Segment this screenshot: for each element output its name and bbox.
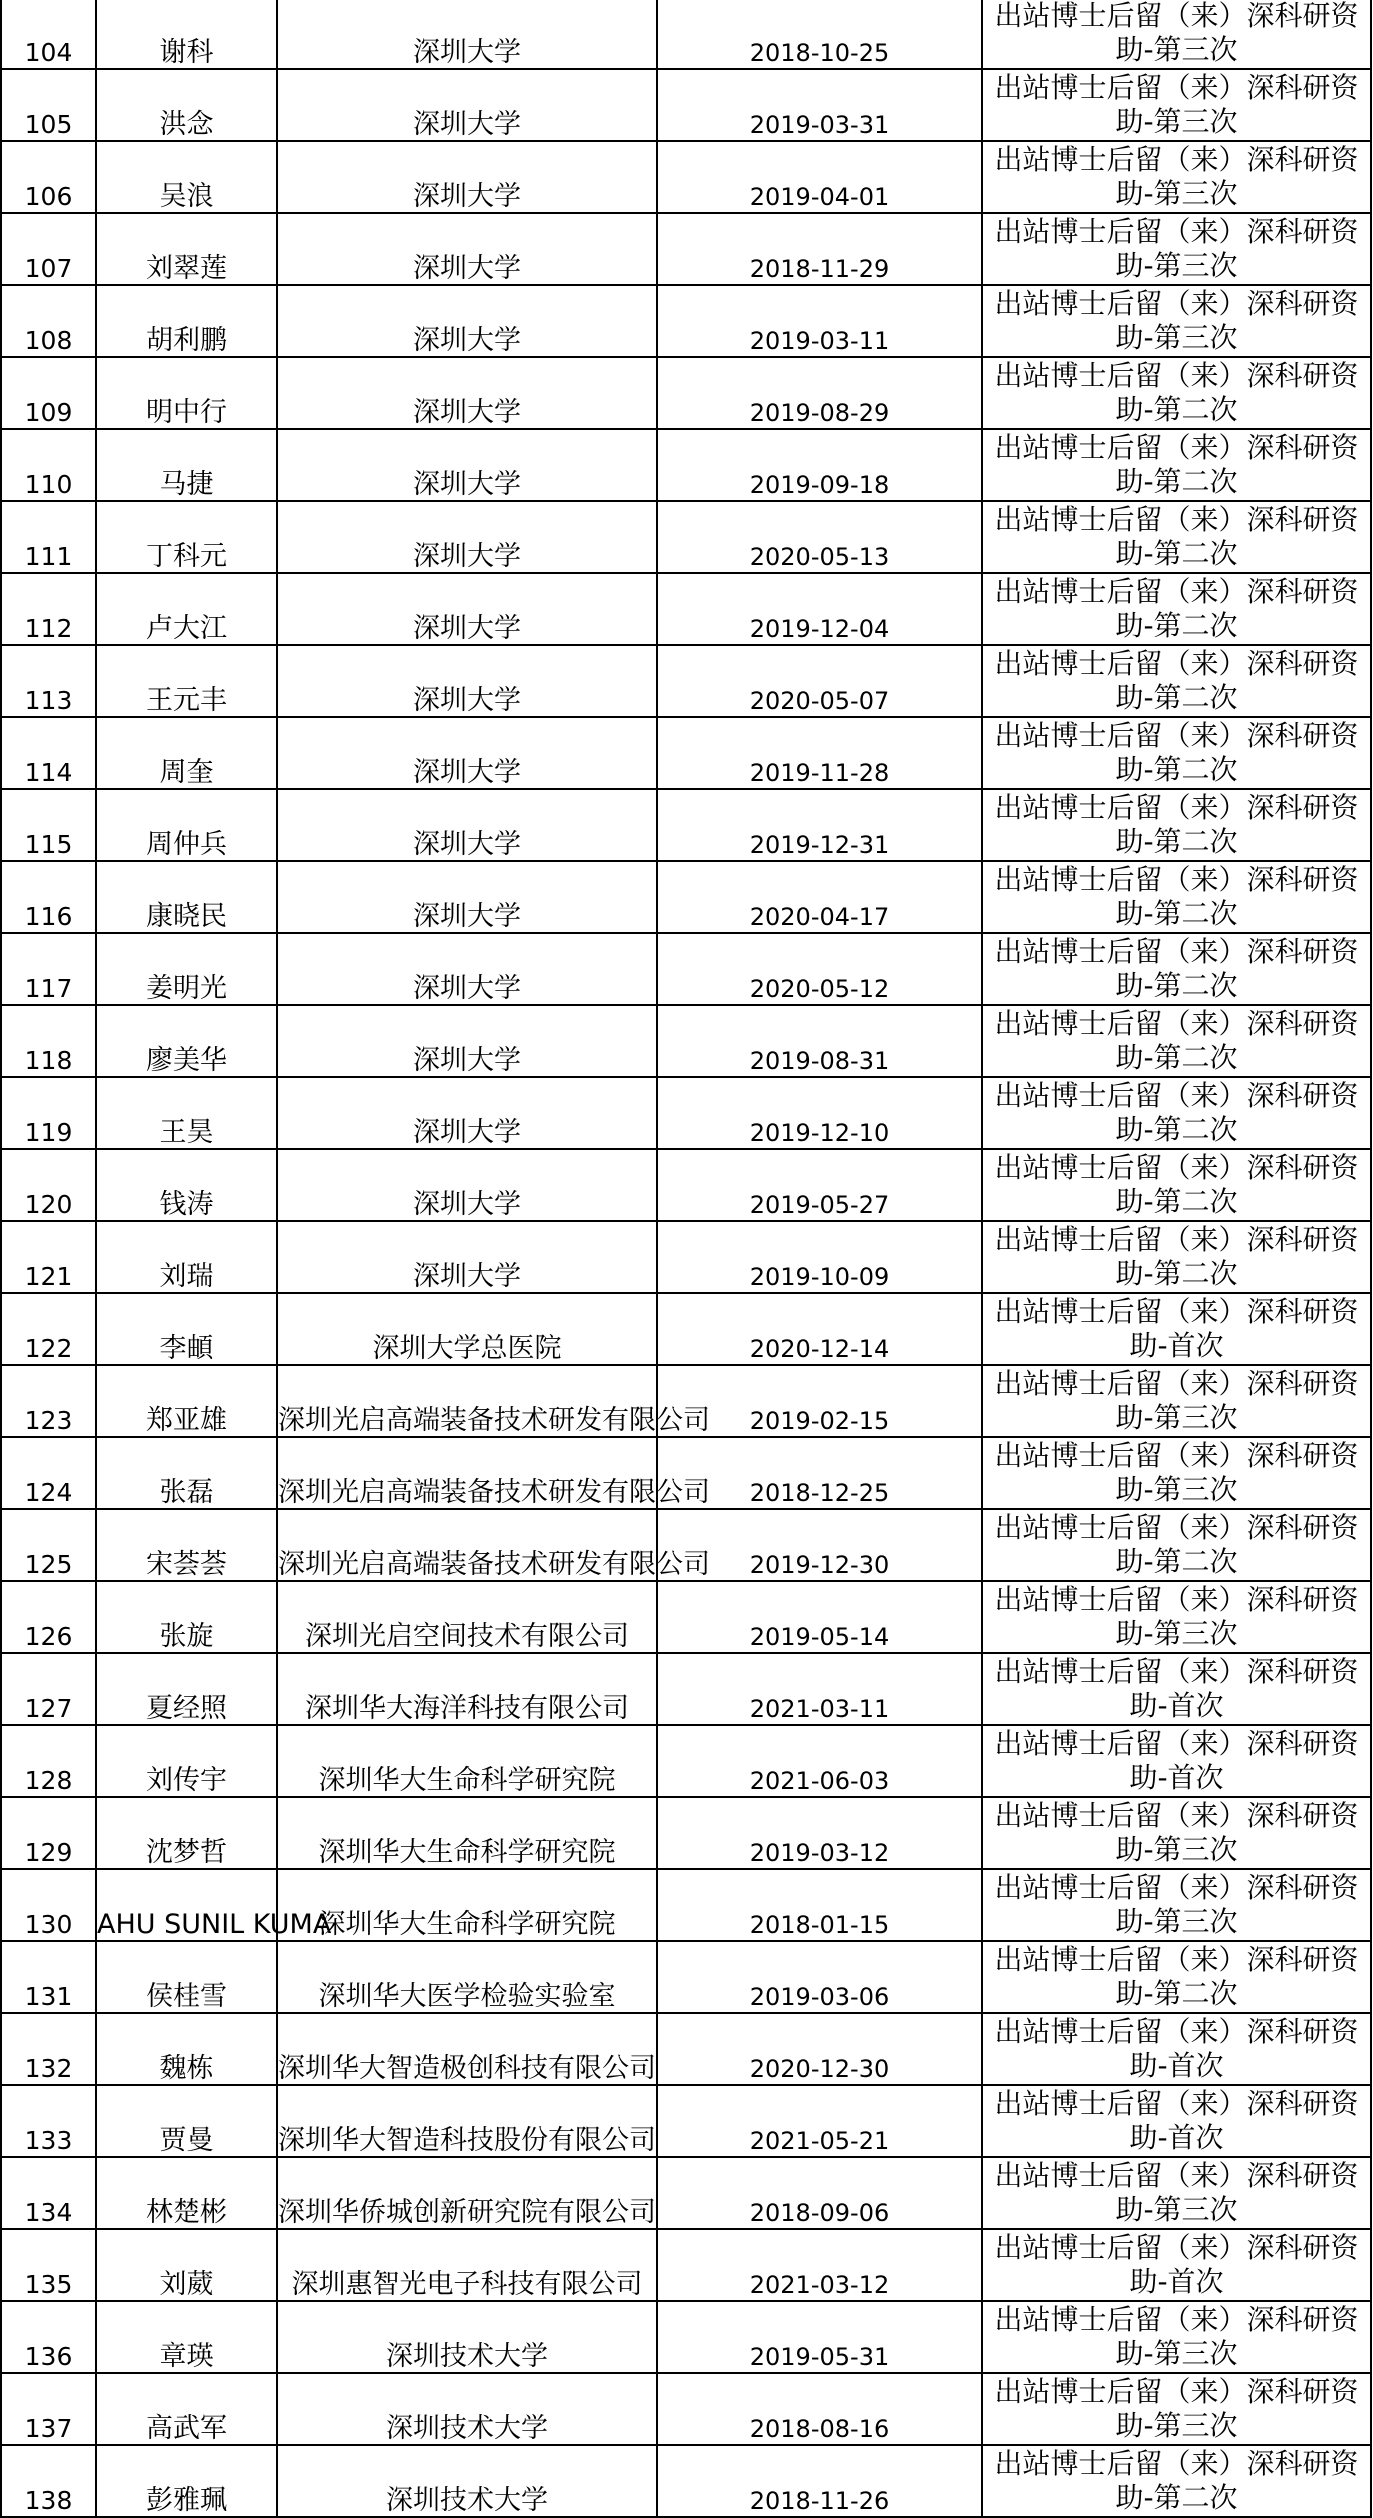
- date-cell: 2020-04-17: [657, 861, 982, 933]
- subsidy-type-line-2: 助-第二次: [1115, 465, 1238, 498]
- date-cell: 2019-04-01: [657, 141, 982, 213]
- organization-cell: 深圳技术大学: [277, 2373, 657, 2445]
- person-name-cell: 周奎: [96, 717, 277, 789]
- subsidy-type-line-2: 助-第三次: [1115, 1905, 1238, 1938]
- date-cell: 2019-08-29: [657, 357, 982, 429]
- subsidy-type-line-1: 出站博士后留（来）深科研资: [994, 1151, 1359, 1184]
- organization-cell: 深圳华大海洋科技有限公司: [277, 1653, 657, 1725]
- table-row: [1, 1869, 1371, 1941]
- subsidy-type-line-1: 出站博士后留（来）深科研资: [994, 1007, 1359, 1040]
- organization-cell: 深圳大学: [277, 1077, 657, 1149]
- row-number-cell: 105: [1, 69, 96, 141]
- table-row: [1, 1077, 1371, 1149]
- subsidy-type-cell: [982, 1221, 1371, 1293]
- table-row: [1, 2373, 1371, 2445]
- date-cell: 2019-10-09: [657, 1221, 982, 1293]
- date-cell: 2019-03-31: [657, 69, 982, 141]
- row-number-cell: 137: [1, 2373, 96, 2445]
- date-cell: 2018-09-06: [657, 2157, 982, 2229]
- date-cell: 2019-11-28: [657, 717, 982, 789]
- subsidy-type-line-1: 出站博士后留（来）深科研资: [994, 791, 1359, 824]
- subsidy-type-cell: [982, 573, 1371, 645]
- subsidy-type-line-1: 出站博士后留（来）深科研资: [994, 1511, 1359, 1544]
- person-name-cell: 王元丰: [96, 645, 277, 717]
- subsidy-type-line-1: 出站博士后留（来）深科研资: [994, 215, 1359, 248]
- subsidy-type-cell: [982, 1293, 1371, 1365]
- subsidy-type-line-2: 助-第三次: [1115, 33, 1238, 66]
- subsidy-type-line-2: 助-第二次: [1115, 825, 1238, 858]
- person-name-cell: 贾曼: [96, 2085, 277, 2157]
- organization-cell: 深圳大学: [277, 357, 657, 429]
- organization-cell: 深圳大学: [277, 285, 657, 357]
- date-cell: 2018-08-16: [657, 2373, 982, 2445]
- person-name-cell: 李頔: [96, 1293, 277, 1365]
- subsidy-type-cell: [982, 717, 1371, 789]
- subsidy-type-cell: [982, 429, 1371, 501]
- subsidy-type-line-2: 助-第三次: [1115, 1401, 1238, 1434]
- person-name-cell: 马捷: [96, 429, 277, 501]
- row-number-cell: 131: [1, 1941, 96, 2013]
- person-name-cell: 丁科元: [96, 501, 277, 573]
- organization-cell: 深圳大学: [277, 213, 657, 285]
- table-row: [1, 789, 1371, 861]
- date-cell: 2019-05-31: [657, 2301, 982, 2373]
- organization-cell: 深圳华大医学检验实验室: [277, 1941, 657, 2013]
- table-row: [1, 1509, 1371, 1581]
- person-name-cell: AHU SUNIL KUMA: [96, 1869, 277, 1941]
- subsidy-type-line-2: 助-第三次: [1115, 177, 1238, 210]
- table-row: [1, 1725, 1371, 1797]
- person-name-cell: 胡利鹏: [96, 285, 277, 357]
- organization-cell: 深圳大学: [277, 69, 657, 141]
- date-cell: 2020-05-12: [657, 933, 982, 1005]
- row-number-cell: 136: [1, 2301, 96, 2373]
- date-cell: 2020-05-13: [657, 501, 982, 573]
- person-name-cell: 刘瑞: [96, 1221, 277, 1293]
- table-row: [1, 213, 1371, 285]
- subsidy-type-cell: [982, 861, 1371, 933]
- table-row: [1, 1221, 1371, 1293]
- subsidy-type-line-1: 出站博士后留（来）深科研资: [994, 431, 1359, 464]
- table-row: [1, 861, 1371, 933]
- row-number-cell: 124: [1, 1437, 96, 1509]
- subsidy-type-line-2: 助-第二次: [1115, 393, 1238, 426]
- subsidy-type-line-2: 助-首次: [1129, 2121, 1224, 2154]
- row-number-cell: 128: [1, 1725, 96, 1797]
- row-number-cell: 111: [1, 501, 96, 573]
- subsidy-type-line-2: 助-第二次: [1115, 753, 1238, 786]
- organization-cell: 深圳惠智光电子科技有限公司: [277, 2229, 657, 2301]
- table-row: [1, 1437, 1371, 1509]
- table-row: [1, 357, 1371, 429]
- person-name-cell: 侯桂雪: [96, 1941, 277, 2013]
- subsidy-type-cell: [982, 933, 1371, 1005]
- date-cell: 2018-11-29: [657, 213, 982, 285]
- subsidy-type-line-1: 出站博士后留（来）深科研资: [994, 863, 1359, 896]
- table-row: [1, 429, 1371, 501]
- row-number-cell: 132: [1, 2013, 96, 2085]
- organization-cell: 深圳技术大学: [277, 2301, 657, 2373]
- row-number-cell: 138: [1, 2445, 96, 2517]
- organization-cell: 深圳大学: [277, 789, 657, 861]
- subsidy-type-line-1: 出站博士后留（来）深科研资: [994, 1367, 1359, 1400]
- row-number-cell: 121: [1, 1221, 96, 1293]
- person-name-cell: 钱涛: [96, 1149, 277, 1221]
- person-name-cell: 卢大江: [96, 573, 277, 645]
- subsidy-type-cell: [982, 1149, 1371, 1221]
- person-name-cell: 吴浪: [96, 141, 277, 213]
- person-name-cell: 夏经照: [96, 1653, 277, 1725]
- date-cell: 2021-05-21: [657, 2085, 982, 2157]
- table-row: [1, 2445, 1371, 2517]
- subsidy-type-line-2: 助-第二次: [1115, 1113, 1238, 1146]
- date-cell: 2018-11-26: [657, 2445, 982, 2517]
- subsidy-type-line-2: 助-第二次: [1115, 1977, 1238, 2010]
- organization-cell: 深圳华大生命科学研究院: [277, 1869, 657, 1941]
- subsidy-type-line-2: 助-第二次: [1115, 1545, 1238, 1578]
- person-name-cell: 张旋: [96, 1581, 277, 1653]
- subsidy-type-cell: [982, 1509, 1371, 1581]
- organization-cell: 深圳大学: [277, 933, 657, 1005]
- date-cell: 2019-05-14: [657, 1581, 982, 1653]
- organization-cell: 深圳大学: [277, 0, 657, 69]
- person-name-cell: 郑亚雄: [96, 1365, 277, 1437]
- organization-cell: 深圳光启高端装备技术研发有限公司: [277, 1509, 657, 1581]
- subsidy-type-line-2: 助-第三次: [1115, 1617, 1238, 1650]
- row-number-cell: 115: [1, 789, 96, 861]
- row-number-cell: 134: [1, 2157, 96, 2229]
- row-number-cell: 123: [1, 1365, 96, 1437]
- subsidy-type-line-2: 助-第三次: [1115, 1833, 1238, 1866]
- subsidy-type-line-1: 出站博士后留（来）深科研资: [994, 575, 1359, 608]
- organization-cell: 深圳大学: [277, 861, 657, 933]
- subsidy-type-line-1: 出站博士后留（来）深科研资: [994, 1583, 1359, 1616]
- subsidy-type-line-1: 出站博士后留（来）深科研资: [994, 719, 1359, 752]
- subsidy-type-line-2: 助-首次: [1129, 2049, 1224, 2082]
- subsidy-type-cell: [982, 2085, 1371, 2157]
- organization-cell: 深圳华大生命科学研究院: [277, 1725, 657, 1797]
- row-number-cell: 107: [1, 213, 96, 285]
- table-row: [1, 285, 1371, 357]
- row-number-cell: 104: [1, 0, 96, 69]
- date-cell: 2019-03-11: [657, 285, 982, 357]
- date-cell: 2019-05-27: [657, 1149, 982, 1221]
- person-name-cell: 林楚彬: [96, 2157, 277, 2229]
- subsidy-type-line-2: 助-第三次: [1115, 1473, 1238, 1506]
- subsidy-type-line-2: 助-第三次: [1115, 2337, 1238, 2370]
- date-cell: 2019-12-30: [657, 1509, 982, 1581]
- subsidy-type-cell: [982, 1797, 1371, 1869]
- date-cell: 2021-03-11: [657, 1653, 982, 1725]
- table-row: [1, 645, 1371, 717]
- subsidy-type-cell: [982, 357, 1371, 429]
- person-name-cell: 刘传宇: [96, 1725, 277, 1797]
- subsidy-type-line-1: 出站博士后留（来）深科研资: [994, 2087, 1359, 2120]
- subsidy-type-line-2: 助-首次: [1129, 1761, 1224, 1794]
- organization-cell: 深圳大学: [277, 501, 657, 573]
- organization-cell: 深圳华侨城创新研究院有限公司: [277, 2157, 657, 2229]
- subsidy-type-cell: [982, 2301, 1371, 2373]
- row-number-cell: 106: [1, 141, 96, 213]
- person-name-cell: 彭雅珮: [96, 2445, 277, 2517]
- date-cell: 2020-12-14: [657, 1293, 982, 1365]
- subsidy-type-cell: [982, 1005, 1371, 1077]
- subsidy-type-line-2: 助-第二次: [1115, 2481, 1238, 2514]
- subsidy-type-line-1: 出站博士后留（来）深科研资: [994, 2303, 1359, 2336]
- table-row: [1, 2157, 1371, 2229]
- date-cell: 2019-03-12: [657, 1797, 982, 1869]
- subsidy-type-cell: [982, 1365, 1371, 1437]
- subsidy-type-cell: [982, 69, 1371, 141]
- table-row: [1, 1653, 1371, 1725]
- person-name-cell: 高武军: [96, 2373, 277, 2445]
- table-row: [1, 1005, 1371, 1077]
- person-name-cell: 廖美华: [96, 1005, 277, 1077]
- organization-cell: 深圳大学: [277, 717, 657, 789]
- table-row: [1, 2301, 1371, 2373]
- row-number-cell: 126: [1, 1581, 96, 1653]
- row-number-cell: 118: [1, 1005, 96, 1077]
- subsidy-type-line-1: 出站博士后留（来）深科研资: [994, 1223, 1359, 1256]
- table-row: [1, 573, 1371, 645]
- subsidy-type-line-2: 助-第二次: [1115, 681, 1238, 714]
- subsidy-type-line-2: 助-首次: [1129, 1689, 1224, 1722]
- subsidy-type-line-1: 出站博士后留（来）深科研资: [994, 1079, 1359, 1112]
- row-number-cell: 108: [1, 285, 96, 357]
- subsidy-type-cell: [982, 0, 1371, 69]
- subsidy-type-cell: [982, 2373, 1371, 2445]
- subsidy-type-cell: [982, 1653, 1371, 1725]
- organization-cell: 深圳光启空间技术有限公司: [277, 1581, 657, 1653]
- date-cell: 2018-10-25: [657, 0, 982, 69]
- subsidy-type-line-1: 出站博士后留（来）深科研资: [994, 2015, 1359, 2048]
- subsidy-type-line-2: 助-第三次: [1115, 321, 1238, 354]
- organization-cell: 深圳大学: [277, 1005, 657, 1077]
- row-number-cell: 116: [1, 861, 96, 933]
- subsidy-type-line-1: 出站博士后留（来）深科研资: [994, 359, 1359, 392]
- table-row: [1, 933, 1371, 1005]
- subsidy-type-line-1: 出站博士后留（来）深科研资: [994, 71, 1359, 104]
- subsidy-type-cell: [982, 645, 1371, 717]
- subsidy-type-line-1: 出站博士后留（来）深科研资: [994, 647, 1359, 680]
- subsidy-type-line-1: 出站博士后留（来）深科研资: [994, 143, 1359, 176]
- row-number-cell: 114: [1, 717, 96, 789]
- date-cell: 2020-05-07: [657, 645, 982, 717]
- person-name-cell: 宋荟荟: [96, 1509, 277, 1581]
- table-row: [1, 0, 1371, 69]
- organization-cell: 深圳华大生命科学研究院: [277, 1797, 657, 1869]
- subsidy-type-cell: [982, 1437, 1371, 1509]
- organization-cell: 深圳大学: [277, 141, 657, 213]
- subsidy-type-line-2: 助-第二次: [1115, 609, 1238, 642]
- subsidy-type-line-1: 出站博士后留（来）深科研资: [994, 503, 1359, 536]
- date-cell: 2020-12-30: [657, 2013, 982, 2085]
- subsidy-type-cell: [982, 141, 1371, 213]
- subsidy-type-line-2: 助-第三次: [1115, 105, 1238, 138]
- subsidy-type-line-2: 助-第三次: [1115, 2409, 1238, 2442]
- subsidy-type-line-1: 出站博士后留（来）深科研资: [994, 0, 1359, 32]
- person-name-cell: 章瑛: [96, 2301, 277, 2373]
- person-name-cell: 张磊: [96, 1437, 277, 1509]
- organization-cell: 深圳大学: [277, 1221, 657, 1293]
- row-number-cell: 109: [1, 357, 96, 429]
- date-cell: 2019-09-18: [657, 429, 982, 501]
- table-row: [1, 1149, 1371, 1221]
- subsidy-type-line-2: 助-第二次: [1115, 897, 1238, 930]
- table-row: [1, 717, 1371, 789]
- organization-cell: 深圳技术大学: [277, 2445, 657, 2517]
- organization-cell: 深圳大学: [277, 573, 657, 645]
- person-name-cell: 谢科: [96, 0, 277, 69]
- table-row: [1, 501, 1371, 573]
- table-row: [1, 1797, 1371, 1869]
- subsidy-type-cell: [982, 1941, 1371, 2013]
- subsidy-type-line-1: 出站博士后留（来）深科研资: [994, 2231, 1359, 2264]
- row-number-cell: 125: [1, 1509, 96, 1581]
- date-cell: 2019-03-06: [657, 1941, 982, 2013]
- person-name-cell: 姜明光: [96, 933, 277, 1005]
- date-cell: 2019-12-31: [657, 789, 982, 861]
- subsidy-type-line-2: 助-首次: [1129, 2265, 1224, 2298]
- subsidy-type-line-1: 出站博士后留（来）深科研资: [994, 1727, 1359, 1760]
- subsidy-type-line-1: 出站博士后留（来）深科研资: [994, 2375, 1359, 2408]
- person-name-cell: 刘葳: [96, 2229, 277, 2301]
- subsidy-type-cell: [982, 213, 1371, 285]
- row-number-cell: 110: [1, 429, 96, 501]
- subsidy-type-cell: [982, 2157, 1371, 2229]
- subsidy-type-cell: [982, 1581, 1371, 1653]
- table-row: [1, 141, 1371, 213]
- subsidy-type-line-2: 助-第二次: [1115, 537, 1238, 570]
- subsidy-type-line-2: 助-第三次: [1115, 249, 1238, 282]
- person-name-cell: 刘翠莲: [96, 213, 277, 285]
- subsidy-type-line-1: 出站博士后留（来）深科研资: [994, 1655, 1359, 1688]
- person-name-cell: 周仲兵: [96, 789, 277, 861]
- subsidy-type-line-1: 出站博士后留（来）深科研资: [994, 2447, 1359, 2480]
- organization-cell: 深圳大学总医院: [277, 1293, 657, 1365]
- row-number-cell: 112: [1, 573, 96, 645]
- row-number-cell: 129: [1, 1797, 96, 1869]
- date-cell: 2021-06-03: [657, 1725, 982, 1797]
- subsidy-type-line-2: 助-第三次: [1115, 2193, 1238, 2226]
- organization-cell: 深圳大学: [277, 1149, 657, 1221]
- date-cell: 2021-03-12: [657, 2229, 982, 2301]
- person-name-cell: 康晓民: [96, 861, 277, 933]
- table-row: [1, 1365, 1371, 1437]
- organization-cell: 深圳华大智造极创科技有限公司: [277, 2013, 657, 2085]
- table-row: [1, 1293, 1371, 1365]
- date-cell: 2019-12-10: [657, 1077, 982, 1149]
- table-row: [1, 1581, 1371, 1653]
- row-number-cell: 113: [1, 645, 96, 717]
- row-number-cell: 127: [1, 1653, 96, 1725]
- row-number-cell: 130: [1, 1869, 96, 1941]
- date-cell: 2019-12-04: [657, 573, 982, 645]
- subsidy-type-line-1: 出站博士后留（来）深科研资: [994, 935, 1359, 968]
- subsidy-type-cell: [982, 285, 1371, 357]
- organization-cell: 深圳光启高端装备技术研发有限公司: [277, 1365, 657, 1437]
- organization-cell: 深圳华大智造科技股份有限公司: [277, 2085, 657, 2157]
- organization-cell: 深圳大学: [277, 645, 657, 717]
- table-row: [1, 2229, 1371, 2301]
- subsidy-type-line-1: 出站博士后留（来）深科研资: [994, 1943, 1359, 1976]
- row-number-cell: 135: [1, 2229, 96, 2301]
- subsidy-type-cell: [982, 789, 1371, 861]
- organization-cell: 深圳大学: [277, 429, 657, 501]
- person-name-cell: 明中行: [96, 357, 277, 429]
- row-number-cell: 119: [1, 1077, 96, 1149]
- subsidy-type-cell: [982, 1077, 1371, 1149]
- person-name-cell: 沈梦哲: [96, 1797, 277, 1869]
- table-row: [1, 69, 1371, 141]
- subsidy-type-line-2: 助-第二次: [1115, 1185, 1238, 1218]
- person-name-cell: 王昊: [96, 1077, 277, 1149]
- date-cell: 2018-12-25: [657, 1437, 982, 1509]
- subsidy-type-line-2: 助-第二次: [1115, 969, 1238, 1002]
- organization-cell: 深圳光启高端装备技术研发有限公司: [277, 1437, 657, 1509]
- row-number-cell: 122: [1, 1293, 96, 1365]
- person-name-cell: 魏栋: [96, 2013, 277, 2085]
- subsidy-type-line-1: 出站博士后留（来）深科研资: [994, 1439, 1359, 1472]
- row-number-cell: 133: [1, 2085, 96, 2157]
- subsidy-type-line-1: 出站博士后留（来）深科研资: [994, 287, 1359, 320]
- row-number-cell: 117: [1, 933, 96, 1005]
- date-cell: 2019-02-15: [657, 1365, 982, 1437]
- subsidy-type-cell: [982, 2445, 1371, 2517]
- row-number-cell: 120: [1, 1149, 96, 1221]
- subsidy-type-cell: [982, 501, 1371, 573]
- subsidy-type-line-2: 助-首次: [1129, 1329, 1224, 1362]
- subsidy-type-line-1: 出站博士后留（来）深科研资: [994, 2159, 1359, 2192]
- subsidy-type-line-1: 出站博士后留（来）深科研资: [994, 1871, 1359, 1904]
- subsidy-type-cell: [982, 1869, 1371, 1941]
- subsidy-type-line-2: 助-第二次: [1115, 1257, 1238, 1290]
- subsidy-type-cell: [982, 2229, 1371, 2301]
- subsidy-type-cell: [982, 1725, 1371, 1797]
- subsidy-type-line-1: 出站博士后留（来）深科研资: [994, 1799, 1359, 1832]
- subsidy-type-line-1: 出站博士后留（来）深科研资: [994, 1295, 1359, 1328]
- person-name-cell: 洪念: [96, 69, 277, 141]
- table-row: [1, 1941, 1371, 2013]
- subsidy-type-line-2: 助-第二次: [1115, 1041, 1238, 1074]
- table-body: [1, 0, 1371, 2517]
- table-row: [1, 2013, 1371, 2085]
- subsidy-type-cell: [982, 2013, 1371, 2085]
- table-row: [1, 2085, 1371, 2157]
- date-cell: 2018-01-15: [657, 1869, 982, 1941]
- date-cell: 2019-08-31: [657, 1005, 982, 1077]
